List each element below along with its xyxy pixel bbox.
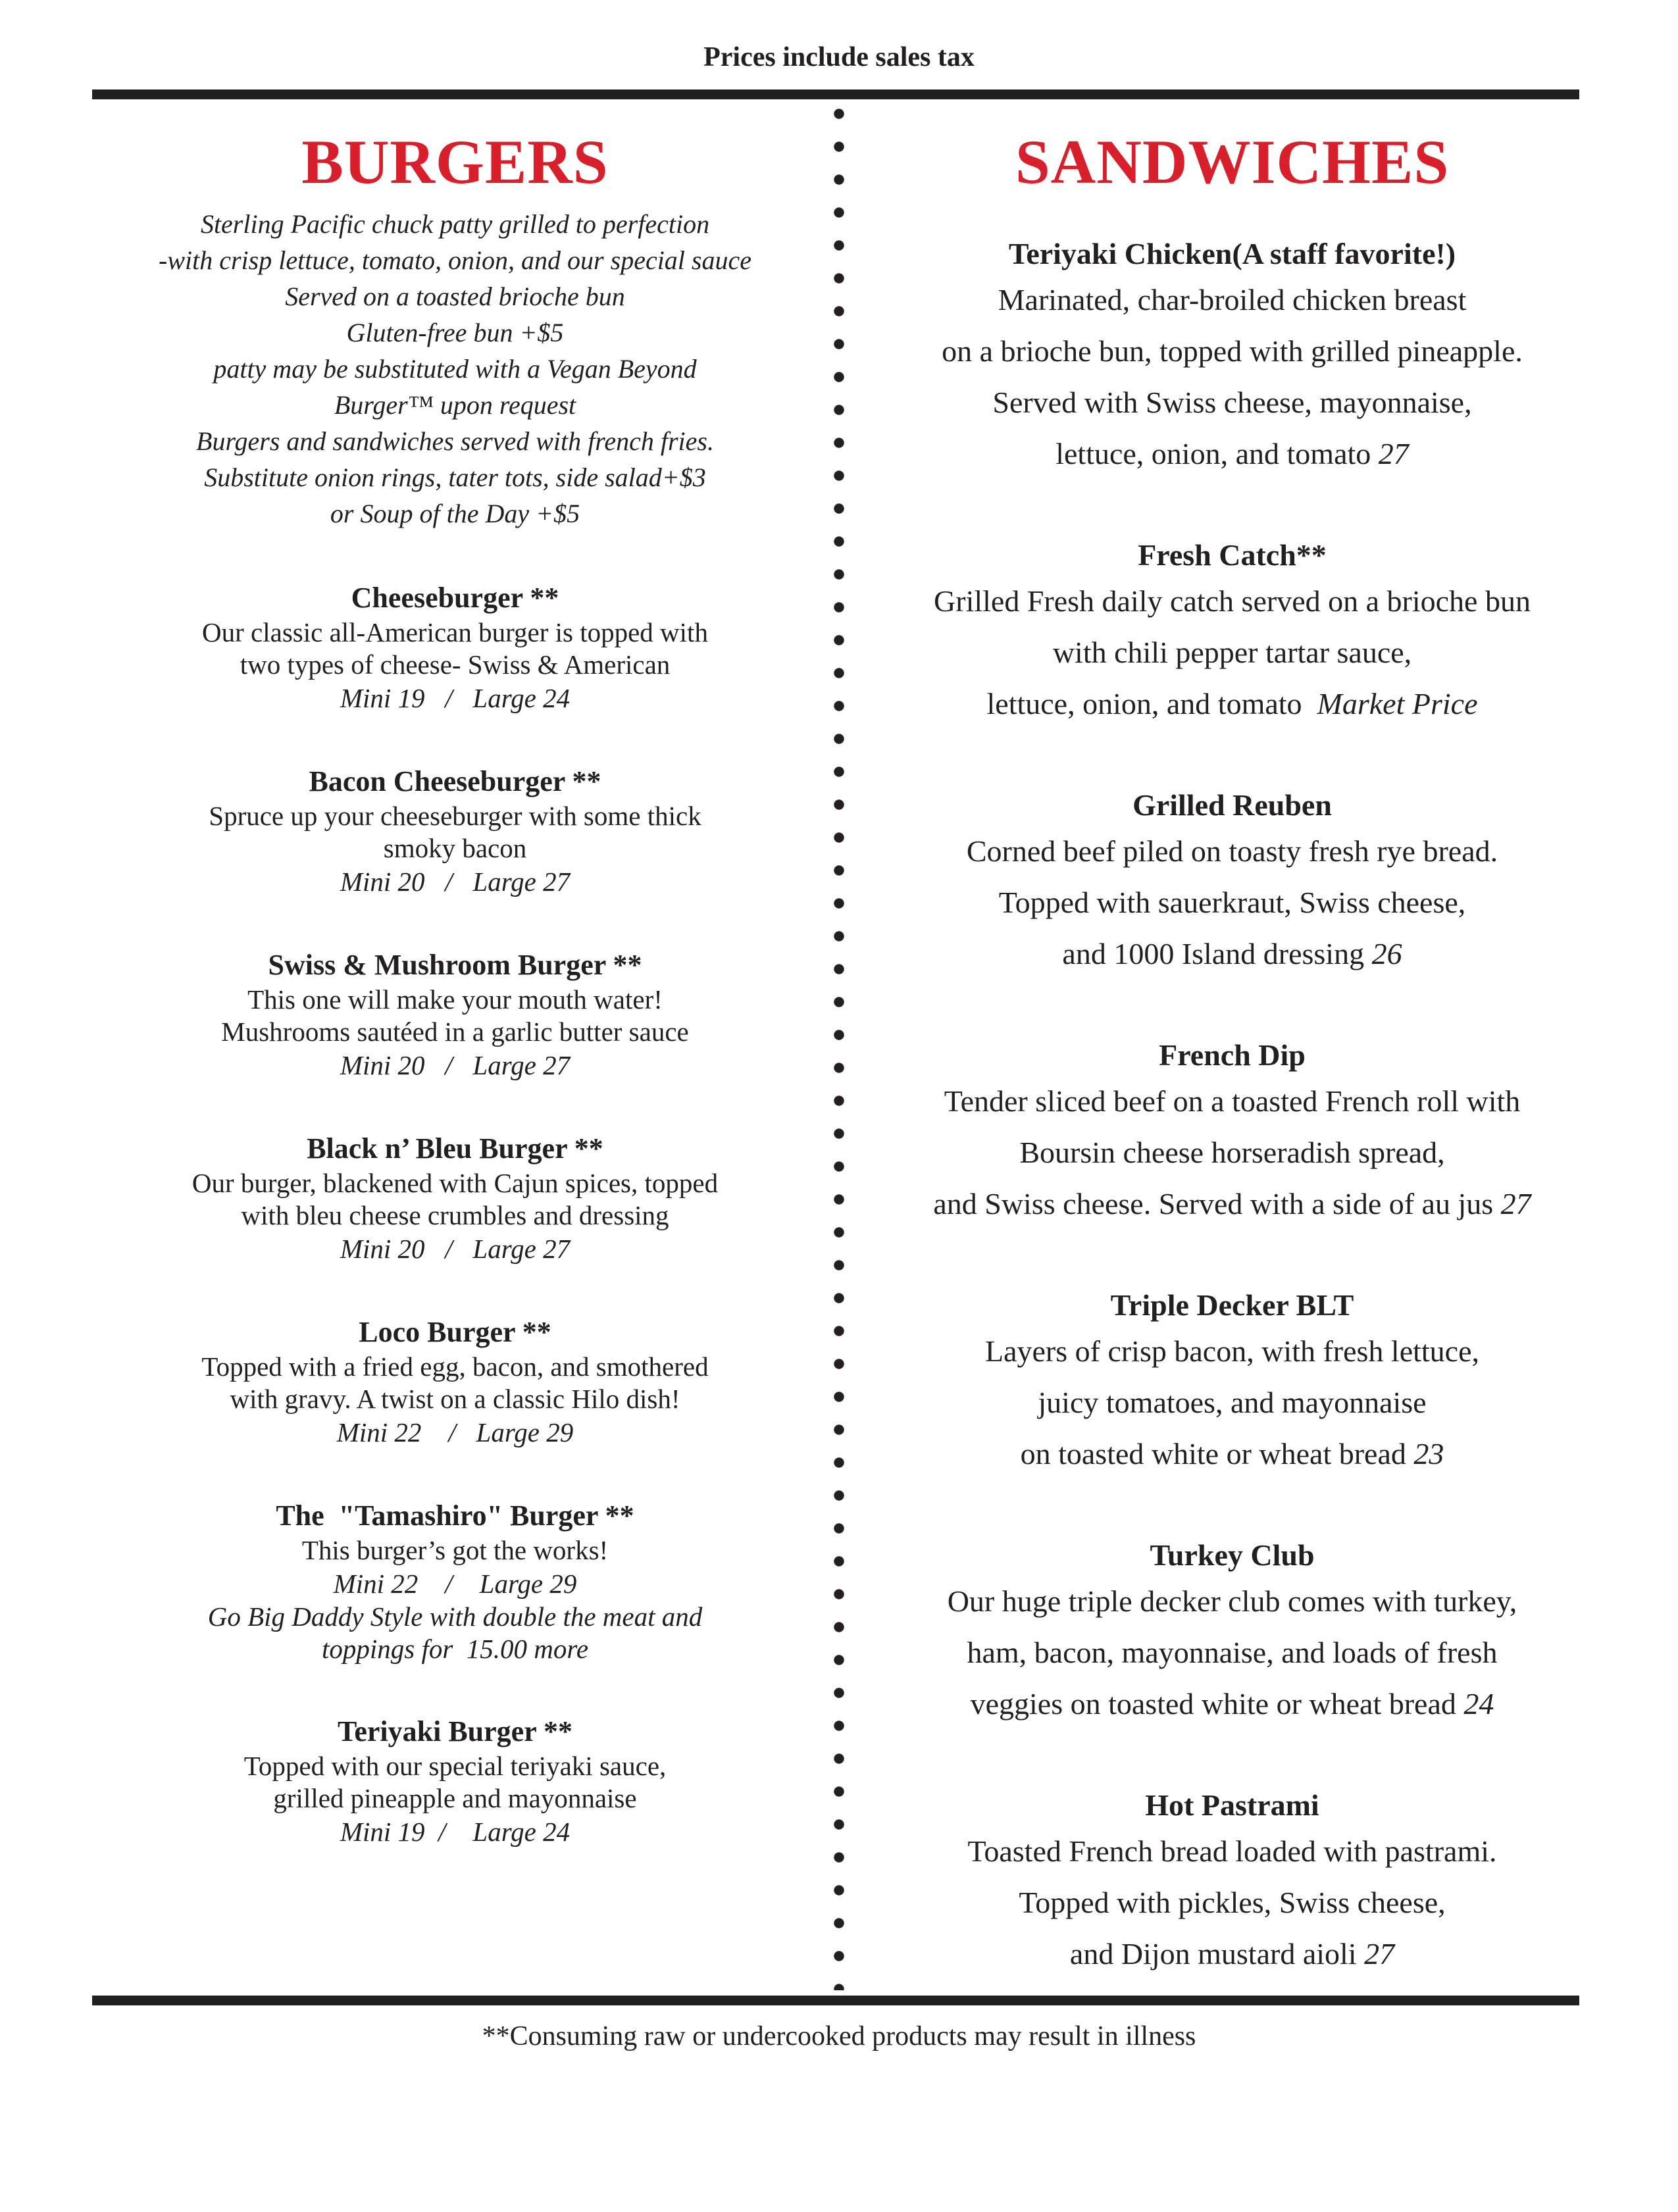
item-price: Mini 22 / Large 29 <box>336 1417 574 1447</box>
item-description-line: Mushrooms sautéed in a garlic butter sauce <box>221 1017 689 1047</box>
menu-item-black-n-bleu-burger <box>78 1130 832 1266</box>
item-description-line <box>852 1678 1612 1730</box>
item-description-text: and 1000 Island dressing <box>1062 937 1372 970</box>
item-name: Teriyaki Chicken(A staff favorite!) <box>1008 237 1456 270</box>
intro-line: Burger™ upon request <box>334 390 576 420</box>
item-description-line: Served with Swiss cheese, mayonnaise, <box>992 386 1472 419</box>
intro-line: -with crisp lettuce, tomato, onion, and our special sauce <box>159 245 751 275</box>
burgers-column <box>0 99 839 1996</box>
menu-item-grilled-reuben <box>852 785 1612 980</box>
menu-item-cheeseburger <box>78 580 832 715</box>
menu-item-bacon-cheeseburger <box>78 763 832 899</box>
menu-item-fresh-catch <box>852 535 1612 730</box>
item-description-line: Our burger, blackened with Cajun spices, topped <box>191 1168 719 1198</box>
item-price: Mini 20 / Large 27 <box>340 1050 571 1080</box>
item-description-line: Marinated, char-broiled chicken breast <box>998 283 1467 316</box>
menu-item-loco-burger <box>78 1314 832 1449</box>
item-price: 27 <box>1500 1187 1531 1220</box>
item-description-text: on toasted white or wheat bread <box>1020 1437 1414 1470</box>
item-price: Market Price <box>1317 687 1478 720</box>
footer-disclaimer: **Consuming raw or undercooked products may result in illness <box>482 2021 1196 2051</box>
burgers-intro <box>78 206 832 532</box>
intro-line: Substitute onion rings, tater tots, side salad+$3 <box>204 463 706 492</box>
item-description-line: Topped with our special teriyaki sauce, <box>243 1751 667 1781</box>
item-name: Loco Burger ** <box>359 1316 551 1348</box>
item-description-line <box>852 928 1612 980</box>
item-name: Swiss & Mushroom Burger ** <box>268 949 642 981</box>
item-description-line: grilled pineapple and mayonnaise <box>273 1783 637 1813</box>
item-price: 27 <box>1364 1937 1395 1971</box>
item-description-line: with chili pepper tartar sauce, <box>1052 636 1412 669</box>
item-name: Bacon Cheeseburger ** <box>309 765 601 797</box>
item-price: 23 <box>1413 1437 1444 1470</box>
item-name: Teriyaki Burger ** <box>338 1715 572 1747</box>
item-name: Fresh Catch** <box>1138 538 1327 572</box>
item-description-line: This burger’s got the works! <box>301 1535 609 1565</box>
sandwiches-title: SANDWICHES <box>1015 127 1450 197</box>
menu-item-swiss-mushroom-burger <box>78 947 832 1082</box>
intro-line: Sterling Pacific chuck patty grilled to perfection <box>200 209 710 239</box>
menu-item-turkey-club <box>852 1535 1612 1730</box>
item-price: Mini 20 / Large 27 <box>340 1234 571 1264</box>
item-description-line: Boursin cheese horseradish spread, <box>1019 1136 1445 1169</box>
item-description-text: lettuce, onion, and tomato <box>1055 437 1379 470</box>
item-description-line: Topped with sauerkraut, Swiss cheese, <box>998 886 1466 919</box>
item-description-line: two types of cheese- Swiss & American <box>240 649 671 680</box>
menu-columns <box>0 99 1678 1996</box>
item-name: The "Tamashiro" Burger ** <box>276 1499 634 1532</box>
item-description-line: Our huge triple decker club comes with turkey, <box>947 1584 1517 1618</box>
item-description-text: lettuce, onion, and tomato <box>986 687 1317 720</box>
item-description-line: Grilled Fresh daily catch served on a brioche bun <box>934 584 1531 618</box>
item-description-line <box>852 1928 1612 1980</box>
menu-item-teriyaki-burger <box>78 1713 832 1849</box>
item-description-line: This one will make your mouth water! <box>247 984 663 1015</box>
item-description-line: Corned beef piled on toasty fresh rye bread. <box>966 834 1498 868</box>
intro-line: patty may be substituted with a Vegan Beyond <box>213 354 697 384</box>
item-description-line <box>852 678 1612 730</box>
item-name: Hot Pastrami <box>1145 1788 1319 1822</box>
item-description-line <box>852 1428 1612 1480</box>
item-name: Triple Decker BLT <box>1110 1288 1354 1322</box>
item-description-line: with bleu cheese crumbles and dressing <box>241 1200 669 1230</box>
item-description-line: Topped with pickles, Swiss cheese, <box>1019 1886 1446 1919</box>
item-description-line <box>852 428 1612 480</box>
top-rule <box>92 89 1579 99</box>
item-name: French Dip <box>1159 1038 1306 1072</box>
menu-item-hot-pastrami <box>852 1785 1612 1980</box>
intro-line: Burgers and sandwiches served with french fries. <box>196 426 714 456</box>
intro-line: Served on a toasted brioche bun <box>285 282 625 311</box>
item-price: 24 <box>1463 1687 1494 1721</box>
burgers-title: BURGERS <box>301 127 609 197</box>
item-note-line: toppings for 15.00 more <box>321 1634 589 1664</box>
item-price: Mini 22 / Large 29 <box>333 1569 577 1599</box>
menu-page <box>0 41 1678 2053</box>
intro-line: or Soup of the Day +$5 <box>330 499 580 528</box>
item-description-text: and Swiss cheese. Served with a side of au jus <box>933 1187 1501 1220</box>
menu-item-tamashiro-burger <box>78 1497 832 1665</box>
item-description-line: smoky bacon <box>383 833 527 863</box>
tax-note: Prices include sales tax <box>703 42 975 72</box>
item-description-line: Layers of crisp bacon, with fresh lettuce, <box>984 1334 1480 1368</box>
item-price: Mini 19 / Large 24 <box>340 683 571 713</box>
menu-item-french-dip <box>852 1035 1612 1230</box>
sandwiches-column <box>839 99 1678 1996</box>
item-price: 26 <box>1371 937 1402 970</box>
item-name: Cheeseburger ** <box>351 582 559 614</box>
item-description-line: Topped with a fried egg, bacon, and smothered <box>201 1351 709 1382</box>
item-description-line: Our classic all-American burger is topped with <box>202 617 708 647</box>
item-description-line: with gravy. A twist on a classic Hilo dish! <box>230 1384 680 1414</box>
item-name: Black n’ Bleu Burger ** <box>307 1132 603 1165</box>
item-description-line <box>852 1178 1612 1230</box>
item-description-line: juicy tomatoes, and mayonnaise <box>1038 1386 1427 1419</box>
intro-line: Gluten-free bun +$5 <box>346 318 564 347</box>
item-description-line: Spruce up your cheeseburger with some thick <box>209 801 701 831</box>
item-note-line: Go Big Daddy Style with double the meat and <box>207 1601 703 1632</box>
item-price: Mini 20 / Large 27 <box>340 867 571 897</box>
item-description-line: Tender sliced beef on a toasted French roll with <box>944 1084 1521 1118</box>
item-name: Turkey Club <box>1150 1538 1315 1572</box>
item-description-text: veggies on toasted white or wheat bread <box>970 1687 1464 1721</box>
item-name: Grilled Reuben <box>1132 788 1332 822</box>
item-description-line: ham, bacon, mayonnaise, and loads of fresh <box>967 1636 1498 1669</box>
item-price: 27 <box>1378 437 1409 470</box>
menu-item-teriyaki-chicken <box>852 234 1612 480</box>
bottom-rule <box>92 1996 1579 2005</box>
item-description-line: on a brioche bun, topped with grilled pineapple. <box>942 334 1523 368</box>
dotted-divider <box>834 107 844 1990</box>
item-price: Mini 19 / Large 24 <box>340 1817 571 1847</box>
item-description-line: Toasted French bread loaded with pastrami. <box>967 1834 1497 1868</box>
item-description-text: and Dijon mustard aioli <box>1069 1937 1365 1971</box>
menu-item-triple-decker-blt <box>852 1285 1612 1480</box>
